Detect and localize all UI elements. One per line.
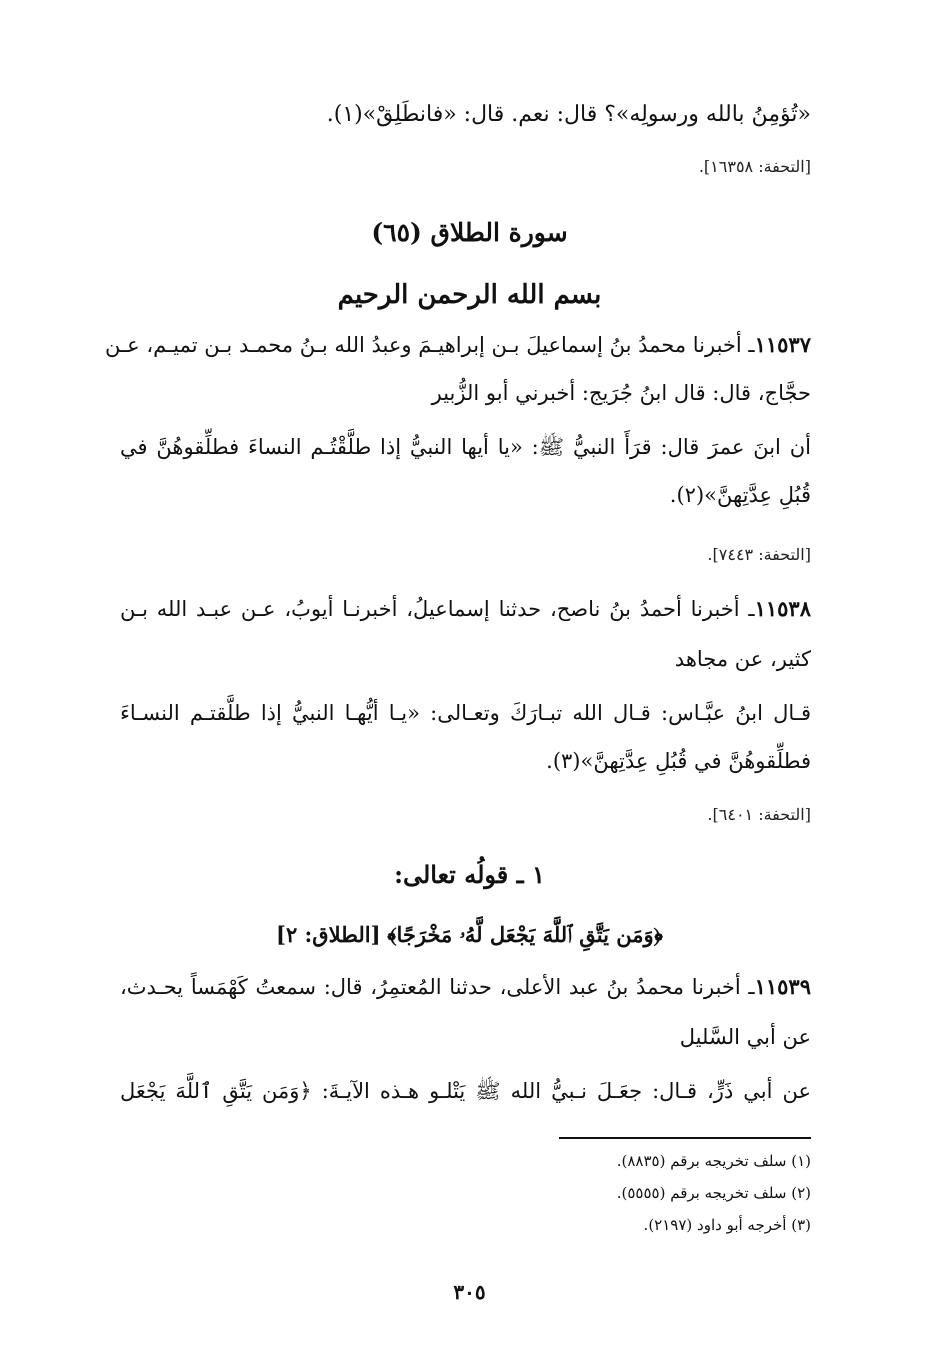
hadith-text: ـ أخبرنا محمدُ بنُ إسماعيلَ بـن إبراهيـمَ وعبدُ الله بـنُ محمـد بـن تميـم، عـن xyxy=(105,333,755,357)
hadith-1538-line-4: فطلِّقوهُنَّ في قُبُلِ عِدَّتِهنَّ»(٣). xyxy=(546,749,811,773)
hadith-1539-line-3: عن أبي ذَرٍّ، قـال: جعَـلَ نـبيُّ الله ﷺ يَتْلـو هـذه الآيـةَ: ﴿وَمَن يَتَّقِ ٱللَّهَ يَجْعَل xyxy=(120,1079,811,1103)
basmala: بسم الله الرحمن الرحيم xyxy=(337,280,602,310)
footnote-divider xyxy=(559,1137,811,1139)
hadith-number: ١١٥٣٧ xyxy=(754,332,811,357)
quran-verse: ﴿وَمَن يَتَّقِ ٱللَّهَ يَجْعَل لَّهُۥ مَخْرَجًا﴾ xyxy=(387,922,663,947)
hadith-1537-line-4: قُبُلِ عِدَّتِهنَّ»(٢). xyxy=(669,483,811,507)
footnote-1: (١) سلف تخريجه برقم (٨٨٣٥). xyxy=(616,1152,811,1170)
text-line: «تُؤمِنُ بالله ورسولِه»؟ قال: نعم. قال: «فانطَلِقْ»(١). xyxy=(326,102,811,127)
hadith-1537-line-1 xyxy=(105,330,811,360)
hadith-1538-line-2: كثير، عن مجاهد xyxy=(674,647,811,671)
hadith-text: ـ أخبرنا أحمدُ بنُ ناصح، حدثنا إسماعيلُ، أخبرنـا أيوبُ، عـن عبـد الله بـن xyxy=(120,597,755,621)
verse-line xyxy=(0,922,939,948)
tuhfa-reference: [التحفة: ١٦٣٥٨]. xyxy=(698,157,811,176)
hadith-1537-line-3: أن ابنَ عمرَ قال: قرَأَ النبيُّ ﷺ: «يا أيها النبيُّ إذا طلَّقْتُـم النساءَ فطلِّقوهُنَّ في xyxy=(120,435,811,459)
footnote-3: (٣) أخرجه أبو داود (٢١٩٧). xyxy=(643,1216,811,1234)
hadith-text: ـ أخبرنا محمدُ بنُ عبد الأعلى، حدثنا المُعتمِرُ، قال: سمعتُ كَهْمَساً يحـدث، xyxy=(120,975,755,999)
surah-title: سورة الطلاق (٦٥) xyxy=(371,218,568,247)
hadith-1538-line-1 xyxy=(120,594,811,624)
hadith-number: ١١٥٣٨ xyxy=(754,596,811,621)
tuhfa-reference: [التحفة: ٧٤٤٣]. xyxy=(707,545,811,564)
hadith-number: ١١٥٣٩ xyxy=(754,974,811,999)
verse-reference: [الطلاق: ٢] xyxy=(276,922,381,947)
section-title: ١ ـ قولُه تعالى: xyxy=(394,860,545,889)
hadith-1539-line-1 xyxy=(120,972,811,1002)
hadith-1538-line-3: قـال ابنُ عبَّـاس: قـال الله تبـارَكَ وتعـالى: «يـا أيُّهـا النبيُّ إذا طلَّقتـم النسـاءَ xyxy=(120,701,811,725)
hadith-1539-line-2: عن أبي السَّليل xyxy=(679,1025,811,1049)
tuhfa-reference: [التحفة: ٦٤٠١]. xyxy=(707,805,811,824)
footnote-2: (٢) سلف تخريجه برقم (٥٥٥٥). xyxy=(616,1184,811,1202)
hadith-1537-line-2: حجَّاج، قال: قال ابنُ جُرَيج: أخبرني أبو الزُّبير xyxy=(431,381,811,405)
page-number: ٣٠٥ xyxy=(453,1280,486,1304)
